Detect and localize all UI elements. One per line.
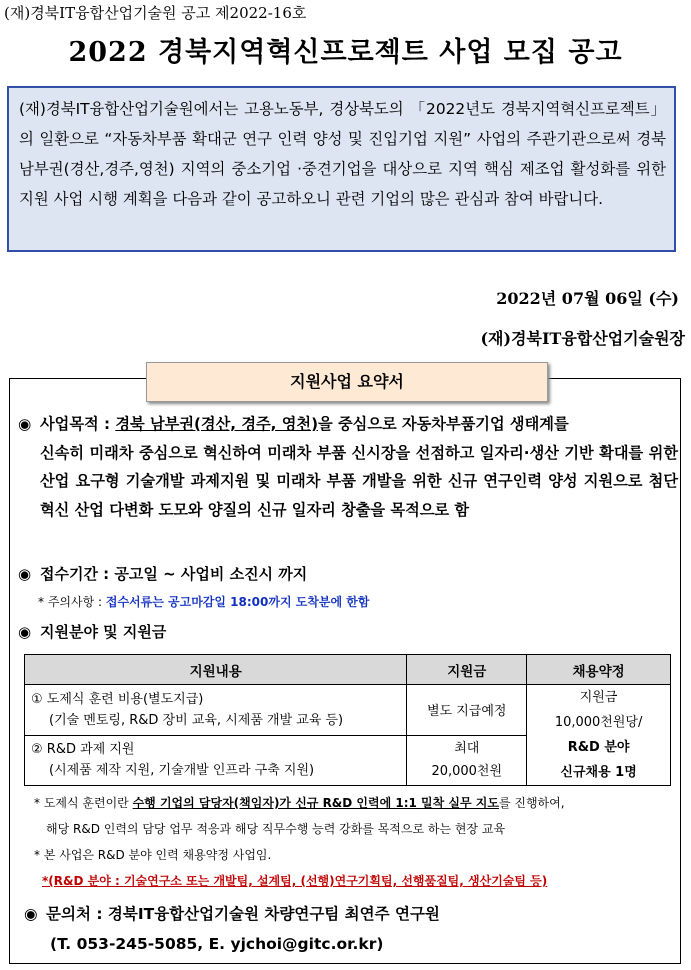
note-text: * 도제식 훈련이란 [34, 796, 133, 810]
row-title: ① 도제식 훈련 비용(별도지급) [31, 691, 204, 707]
hire-condition [527, 685, 671, 786]
summary-tab-title: 지원사업 요약서 [146, 362, 548, 402]
notice-number: (재)경북IT융합산업기술원 공고 제2022-16호 [4, 4, 307, 22]
purpose-section [18, 410, 678, 524]
row-title: ② R&D 과제 지원 [31, 742, 135, 758]
hire-line: 지원금 [579, 690, 618, 705]
page-title: 2022 경북지역혁신프로젝트 사업 모집 공고 [68, 37, 623, 68]
table-row [25, 685, 671, 736]
intro-text: (재)경북IT융합산업기술원에서는 고용노동부, 경상북도의 「2022년도 경북지역혁신프로젝트」의 일환으로 “자동차부품 확대군 연구 인력 양성 및 진입기업 지원” 사업의 주관기관으로써 경북 남부권(경산,경주,영천) 지역의 중소기업 ·중견기업을 대상으로 지역 핵심 제조업 활성화를 위한 지원 사업 시행 계획을 다음과 같이 공고하오니 관련 기업의 많은 관심과 참여 바랍니다. [19, 100, 666, 208]
caution-note [38, 593, 369, 610]
support-table [24, 654, 671, 786]
note-rnd-field: *(R&D 분야 : 기술연구소 또는 개발팀, 설계팀, (선행)연구기획팀, 선행품질팀, 생산기술팀 등) [42, 874, 548, 888]
note-apprenticeship [34, 790, 565, 816]
row-content [25, 735, 407, 786]
header-amount: 지원금 [407, 655, 527, 685]
purpose-label: 사업목적 : [40, 415, 111, 433]
amount-line: 별도 지급예정 [427, 704, 507, 720]
amount-line: 최대 [454, 741, 480, 757]
notes-block [34, 790, 565, 894]
row-content [25, 685, 407, 736]
field-section [18, 621, 166, 642]
period-section [18, 563, 307, 584]
contact-section [24, 902, 440, 924]
hire-line: 10,000천원당/ [554, 715, 643, 730]
note-text: 를 진행하여, [498, 796, 565, 810]
note-continuation: 해당 R&D 인력의 담당 업무 적응과 해당 직무수행 능력 강화를 목적으로 하는 현장 교육 [46, 822, 506, 836]
purpose-region: 경북 남부권(경산, 경주, 영천) [115, 415, 319, 433]
contact-label: 문의처 : 경북IT융합산업기술원 차량연구팀 최연주 연구원 [46, 905, 440, 923]
bullet-icon: ◉ [18, 565, 32, 583]
amount-line: 20,000천원 [431, 764, 503, 780]
caution-label: * 주의사항 : [38, 595, 103, 609]
row-amount [407, 685, 527, 736]
bullet-icon: ◉ [18, 415, 32, 433]
issuing-organization: (재)경북IT융합산업기술원장 [480, 329, 685, 348]
field-title: 지원분야 및 지원금 [40, 623, 167, 641]
hire-line: R&D 분야 [567, 740, 630, 755]
period-text: 접수기간 : 공고일 ~ 사업비 소진시 까지 [40, 565, 308, 583]
note-underline: 수행 기업의 담당자(책임자)가 신규 R&D 인력에 1:1 밀착 실무 지도 [132, 796, 499, 810]
bullet-icon: ◉ [18, 623, 32, 641]
table-header-row [25, 655, 671, 685]
header-hire: 채용약정 [527, 655, 671, 685]
row-detail: (시제품 제작 지원, 기술개발 인프라 구축 지원) [49, 763, 315, 779]
caution-text: 접수서류는 공고마감일 18:00까지 도착분에 한함 [105, 595, 370, 609]
purpose-text: 신속히 미래차 중심으로 혁신하여 미래차 부품 신시장을 선점하고 일자리·생산 기반 확대를 위한 산업 요구형 기술개발 과제지원 및 미래차 부품 개발을 위한 신규 연구인력 양성 지원으로 첨단 혁신 산업 다변화 도모와 양질의 신규 일자리 창출을 목적으로 함 [40, 443, 678, 519]
contact-detail: (T. 053-245-5085, E. yjchoi@gitc.or.kr) [50, 935, 384, 953]
row-detail: (기술 멘토링, R&D 장비 교육, 시제품 개발 교육 등) [49, 712, 344, 728]
note-hiring: * 본 사업은 R&D 분야 인력 채용약정 사업임. [34, 848, 272, 862]
intro-box [7, 86, 676, 252]
row-amount [407, 735, 527, 786]
hire-line: 신규채용 1명 [560, 765, 637, 780]
header-content: 지원내용 [25, 655, 407, 685]
issue-date: 2022년 07월 06일 (수) [496, 289, 679, 308]
bullet-icon: ◉ [24, 905, 38, 923]
purpose-text-first: 을 중심으로 자동차부품기업 생태계를 [318, 415, 569, 433]
